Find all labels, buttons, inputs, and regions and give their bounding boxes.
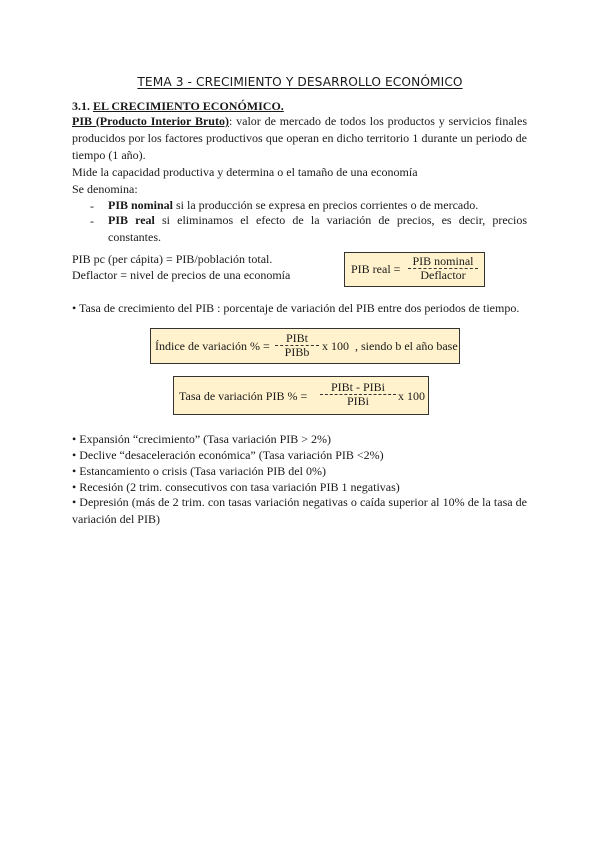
formula-tasa-fraction xyxy=(320,381,396,408)
tasa-intro: • Tasa de crecimiento del PIB : porcentaje de variación del PIB entre dos periodos de tiempo. xyxy=(72,301,520,315)
fraction-numerator: PIBt - PIBi xyxy=(330,380,385,394)
list-item: • Depresión (más de 2 trim. con tasas variación negativas o caída superior al 10% de la tasa de variación del PIB) xyxy=(72,495,527,526)
formula-indice-variacion xyxy=(150,328,460,364)
page-title: TEMA 3 - CRECIMIENTO Y DESARROLLO ECONÓMICO xyxy=(137,75,463,89)
list-item-term: PIB nominal xyxy=(108,198,174,212)
measure-line: Mide la capacidad productiva y determina o el tamaño de una economía xyxy=(72,165,418,179)
section-number: 3.1. xyxy=(72,99,90,113)
formula-indice-fraction xyxy=(275,332,319,359)
section-heading xyxy=(72,99,284,114)
list-item-text: si la producción se expresa en precios corrientes o de mercado. xyxy=(173,198,479,212)
formula-tasa-rhs: x 100 xyxy=(395,389,425,403)
deflactor-definition: Deflactor = nivel de precios de una economía xyxy=(72,268,291,282)
list-bullet: - xyxy=(90,199,94,213)
list-item: • Estancamiento o crisis (Tasa variación PIB del 0%) xyxy=(72,464,326,478)
list-bullet: - xyxy=(90,214,94,228)
list-item xyxy=(108,212,527,246)
pib-per-capita: PIB pc (per cápita) = PIB/población total. xyxy=(72,252,273,266)
formula-indice-lhs: Índice de variación % = xyxy=(155,339,270,353)
fraction-numerator: PIB nominal xyxy=(412,254,474,268)
list-item: • Expansión “crecimiento” (Tasa variación PIB > 2%) xyxy=(72,432,332,446)
formula-tasa-variacion xyxy=(173,376,429,415)
list-item-text: si eliminamos el efecto de la variación de precios, es decir, precios constantes. xyxy=(108,213,527,244)
fraction-denominator: Deflactor xyxy=(408,268,478,282)
list-item: • Declive “desaceleración económica” (Tasa variación PIB <2%) xyxy=(72,448,384,462)
pib-definition xyxy=(72,113,527,164)
fraction-denominator: PIBb xyxy=(275,345,319,359)
formula-pib-real-lhs: PIB real = xyxy=(351,262,401,276)
formula-indice-rhs: x 100 , siendo b el año base xyxy=(319,339,458,353)
list-item: • Recesión (2 trim. consecutivos con tasa variación PIB 1 negativas) xyxy=(72,480,400,494)
section-title: EL CRECIMIENTO ECONÓMICO. xyxy=(93,99,284,113)
pib-definition-text: : valor de mercado de todos los productos y servicios finales producidos por los factores productivos que operan en dicho territorio 1 durante un periodo de tiempo (1 año). xyxy=(72,114,527,162)
formula-pib-real-fraction xyxy=(408,255,478,282)
formula-tasa-lhs: Tasa de variación PIB % = xyxy=(179,389,308,403)
formula-pib-real xyxy=(344,252,485,287)
denomina-label: Se denomina: xyxy=(72,182,138,196)
fraction-denominator: PIBi xyxy=(320,394,396,408)
list-item-term: PIB real xyxy=(108,213,155,227)
fraction-numerator: PIBt xyxy=(285,331,308,345)
pib-term: PIB (Producto Interior Bruto) xyxy=(72,114,229,128)
